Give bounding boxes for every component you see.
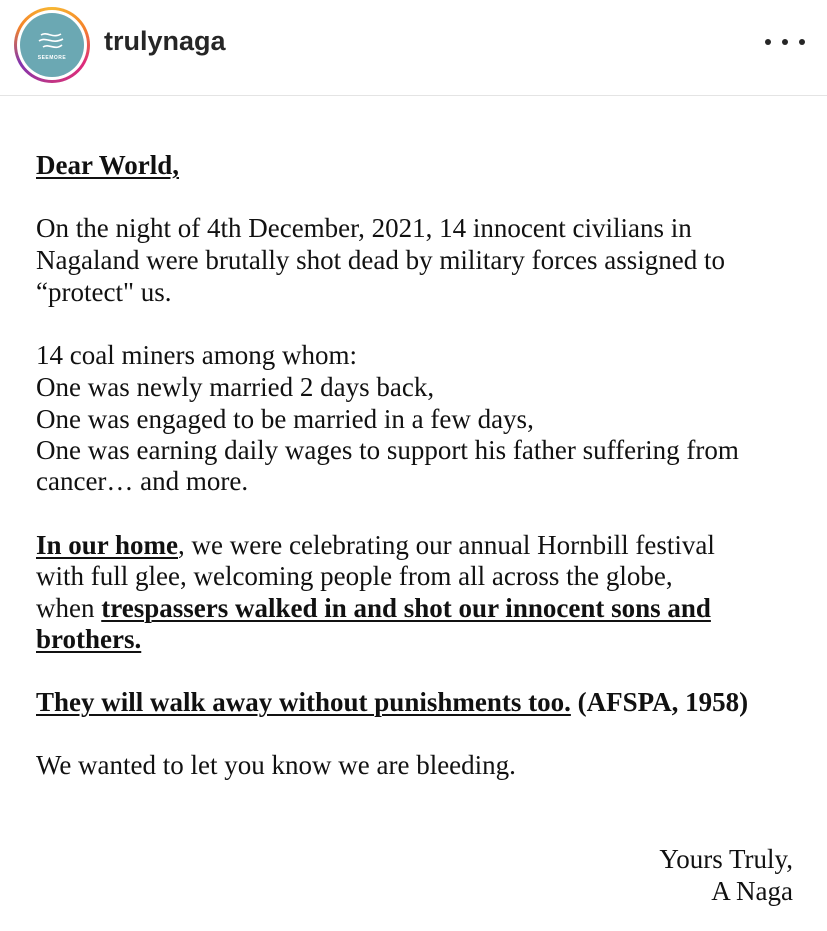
paragraph-3-line: brothers. [36, 624, 142, 654]
paragraph-2-line: One was earning daily wages to support his father suffering from [36, 435, 739, 465]
paragraph-4-line: They will walk away without punishments too. (AFSPA, 1958) [36, 687, 749, 717]
emphasis-text: In our home [36, 530, 179, 560]
more-options-button[interactable] [765, 30, 805, 54]
avatar[interactable] [20, 13, 84, 77]
paragraph-1-line: On the night of 4th December, 2021, 14 innocent civilians in [36, 213, 692, 243]
paragraph-5-line: We wanted to let you know we are bleeding. [36, 750, 516, 780]
paragraph-3-line: with full glee, welcoming people from all across the globe, [36, 561, 673, 591]
paragraph-2-line: 14 coal miners among whom: [36, 340, 357, 370]
paragraph-3-line: when trespassers walked in and shot our innocent sons and [36, 593, 711, 623]
avatar-caption: SEEMORE [37, 54, 67, 61]
paragraph-2-line: cancer… and more. [36, 466, 249, 496]
more-horizontal-icon [765, 39, 771, 45]
wave-logo-icon [35, 30, 69, 54]
paragraph-1-line: “protect" us. [36, 277, 172, 307]
paragraph-2-line: One was newly married 2 days back, [36, 372, 435, 402]
story-ring[interactable] [14, 7, 90, 83]
signature-text: A Naga [711, 876, 793, 906]
username[interactable]: trulynaga [104, 26, 226, 56]
emphasis-text: They will walk away without punishments too. [36, 687, 571, 717]
emphasis-text: trespassers walked in and shot our innocent sons and [101, 593, 711, 623]
letter-greeting: Dear World, [36, 150, 180, 180]
paragraph-1-line: Nagaland were brutally shot dead by military forces assigned to [36, 245, 726, 275]
paragraph-3-line: In our home, we were celebrating our annual Hornbill festival [36, 530, 715, 560]
paragraph-2-line: One was engaged to be married in a few days, [36, 404, 534, 434]
post-header [0, 0, 827, 96]
closing-text: Yours Truly, [659, 844, 793, 874]
